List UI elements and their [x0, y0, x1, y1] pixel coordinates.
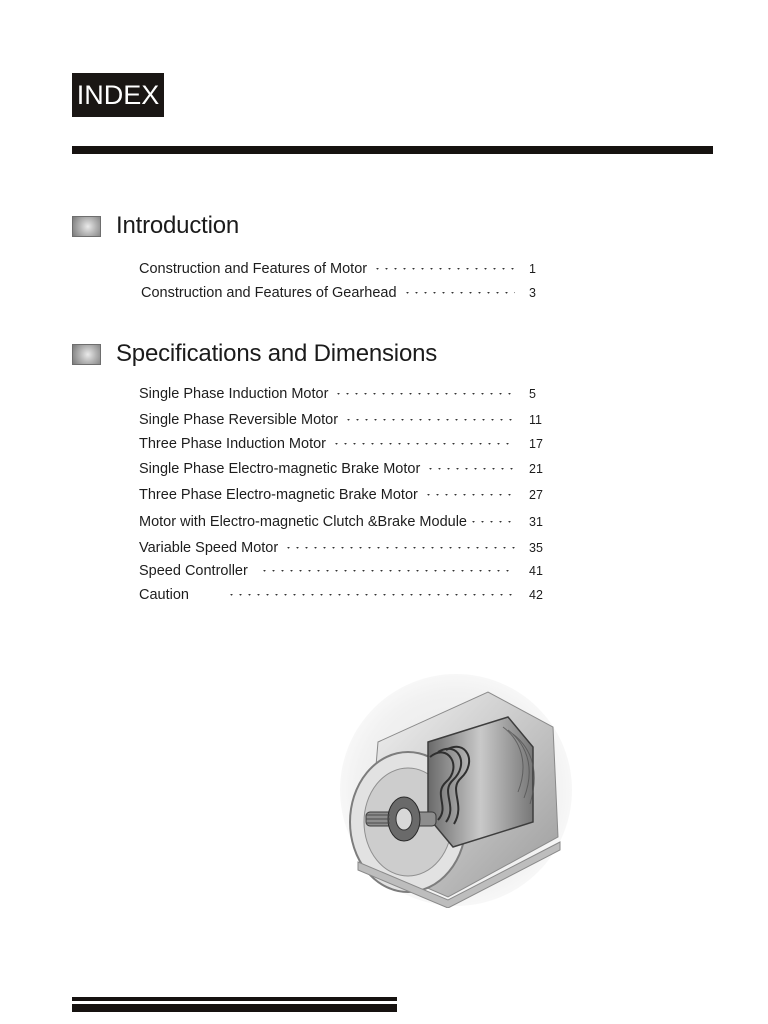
- toc-entry-page: 1: [529, 262, 536, 276]
- toc-entry-label: Three Phase Electro-magnetic Brake Motor: [139, 487, 418, 503]
- leader-dots: [284, 547, 515, 550]
- leader-dots: [260, 570, 515, 573]
- leader-dots: [332, 443, 515, 446]
- leader-dots: [227, 594, 515, 597]
- section-introduction: [72, 212, 239, 240]
- toc-entry[interactable]: [139, 410, 545, 430]
- footer-divider-thick: [72, 1004, 397, 1012]
- toc-entry[interactable]: [139, 585, 545, 605]
- toc-entry[interactable]: [139, 538, 545, 558]
- leader-dots: [334, 393, 515, 396]
- header-divider: [72, 146, 713, 154]
- toc-entry-label: Caution: [139, 587, 189, 603]
- section-bullet-icon: [72, 344, 101, 365]
- leader-dots: [373, 268, 515, 271]
- toc-entry-label: Variable Speed Motor: [139, 540, 279, 556]
- section-title: Introduction: [116, 212, 240, 239]
- toc-entry-page: 11: [529, 413, 542, 427]
- leader-dots: [344, 419, 515, 422]
- toc-entry-page: 42: [529, 588, 543, 602]
- footer-divider-thin: [72, 997, 397, 1001]
- toc-entry[interactable]: [139, 485, 545, 505]
- toc-entry-page: 21: [529, 462, 543, 476]
- toc-entry[interactable]: [139, 434, 545, 454]
- index-heading: INDEX: [72, 73, 164, 117]
- section-title: Specifications and Dimensions: [116, 340, 438, 367]
- toc-entry-page: 3: [529, 286, 536, 300]
- toc-entry-label: Motor with Electro-magnetic Clutch &Brake Module: [139, 514, 467, 530]
- toc-entry-label: Three Phase Induction Motor: [139, 436, 326, 452]
- toc-entry[interactable]: [141, 283, 545, 303]
- leader-dots: [426, 468, 515, 471]
- toc-entry-page: 31: [529, 515, 543, 529]
- toc-entry[interactable]: [139, 512, 545, 532]
- section-bullet-icon: [72, 216, 101, 237]
- leader-dots: [469, 521, 515, 524]
- toc-entry-page: 41: [529, 564, 543, 578]
- toc-entry-label: Single Phase Induction Motor: [139, 386, 329, 402]
- toc-entry-label: Single Phase Electro-magnetic Brake Motor: [139, 461, 421, 477]
- toc-entry-label: Speed Controller: [139, 563, 248, 579]
- leader-dots: [403, 292, 515, 295]
- toc-entry-label: Single Phase Reversible Motor: [139, 412, 339, 428]
- toc-entry-label: Construction and Features of Gearhead: [141, 285, 397, 301]
- toc-entry-page: 5: [529, 387, 536, 401]
- leader-dots: [424, 494, 515, 497]
- toc-entry-page: 27: [529, 488, 543, 502]
- toc-entry-page: 35: [529, 541, 543, 555]
- motor-cutaway-illustration: [338, 672, 573, 908]
- toc-entry[interactable]: [139, 384, 545, 404]
- toc-entry[interactable]: [139, 561, 545, 581]
- section-specifications: [72, 340, 437, 368]
- toc-entry[interactable]: [139, 259, 545, 279]
- toc-entry-page: 17: [529, 437, 543, 451]
- toc-entry-label: Construction and Features of Motor: [139, 261, 368, 277]
- toc-entry[interactable]: [139, 459, 545, 479]
